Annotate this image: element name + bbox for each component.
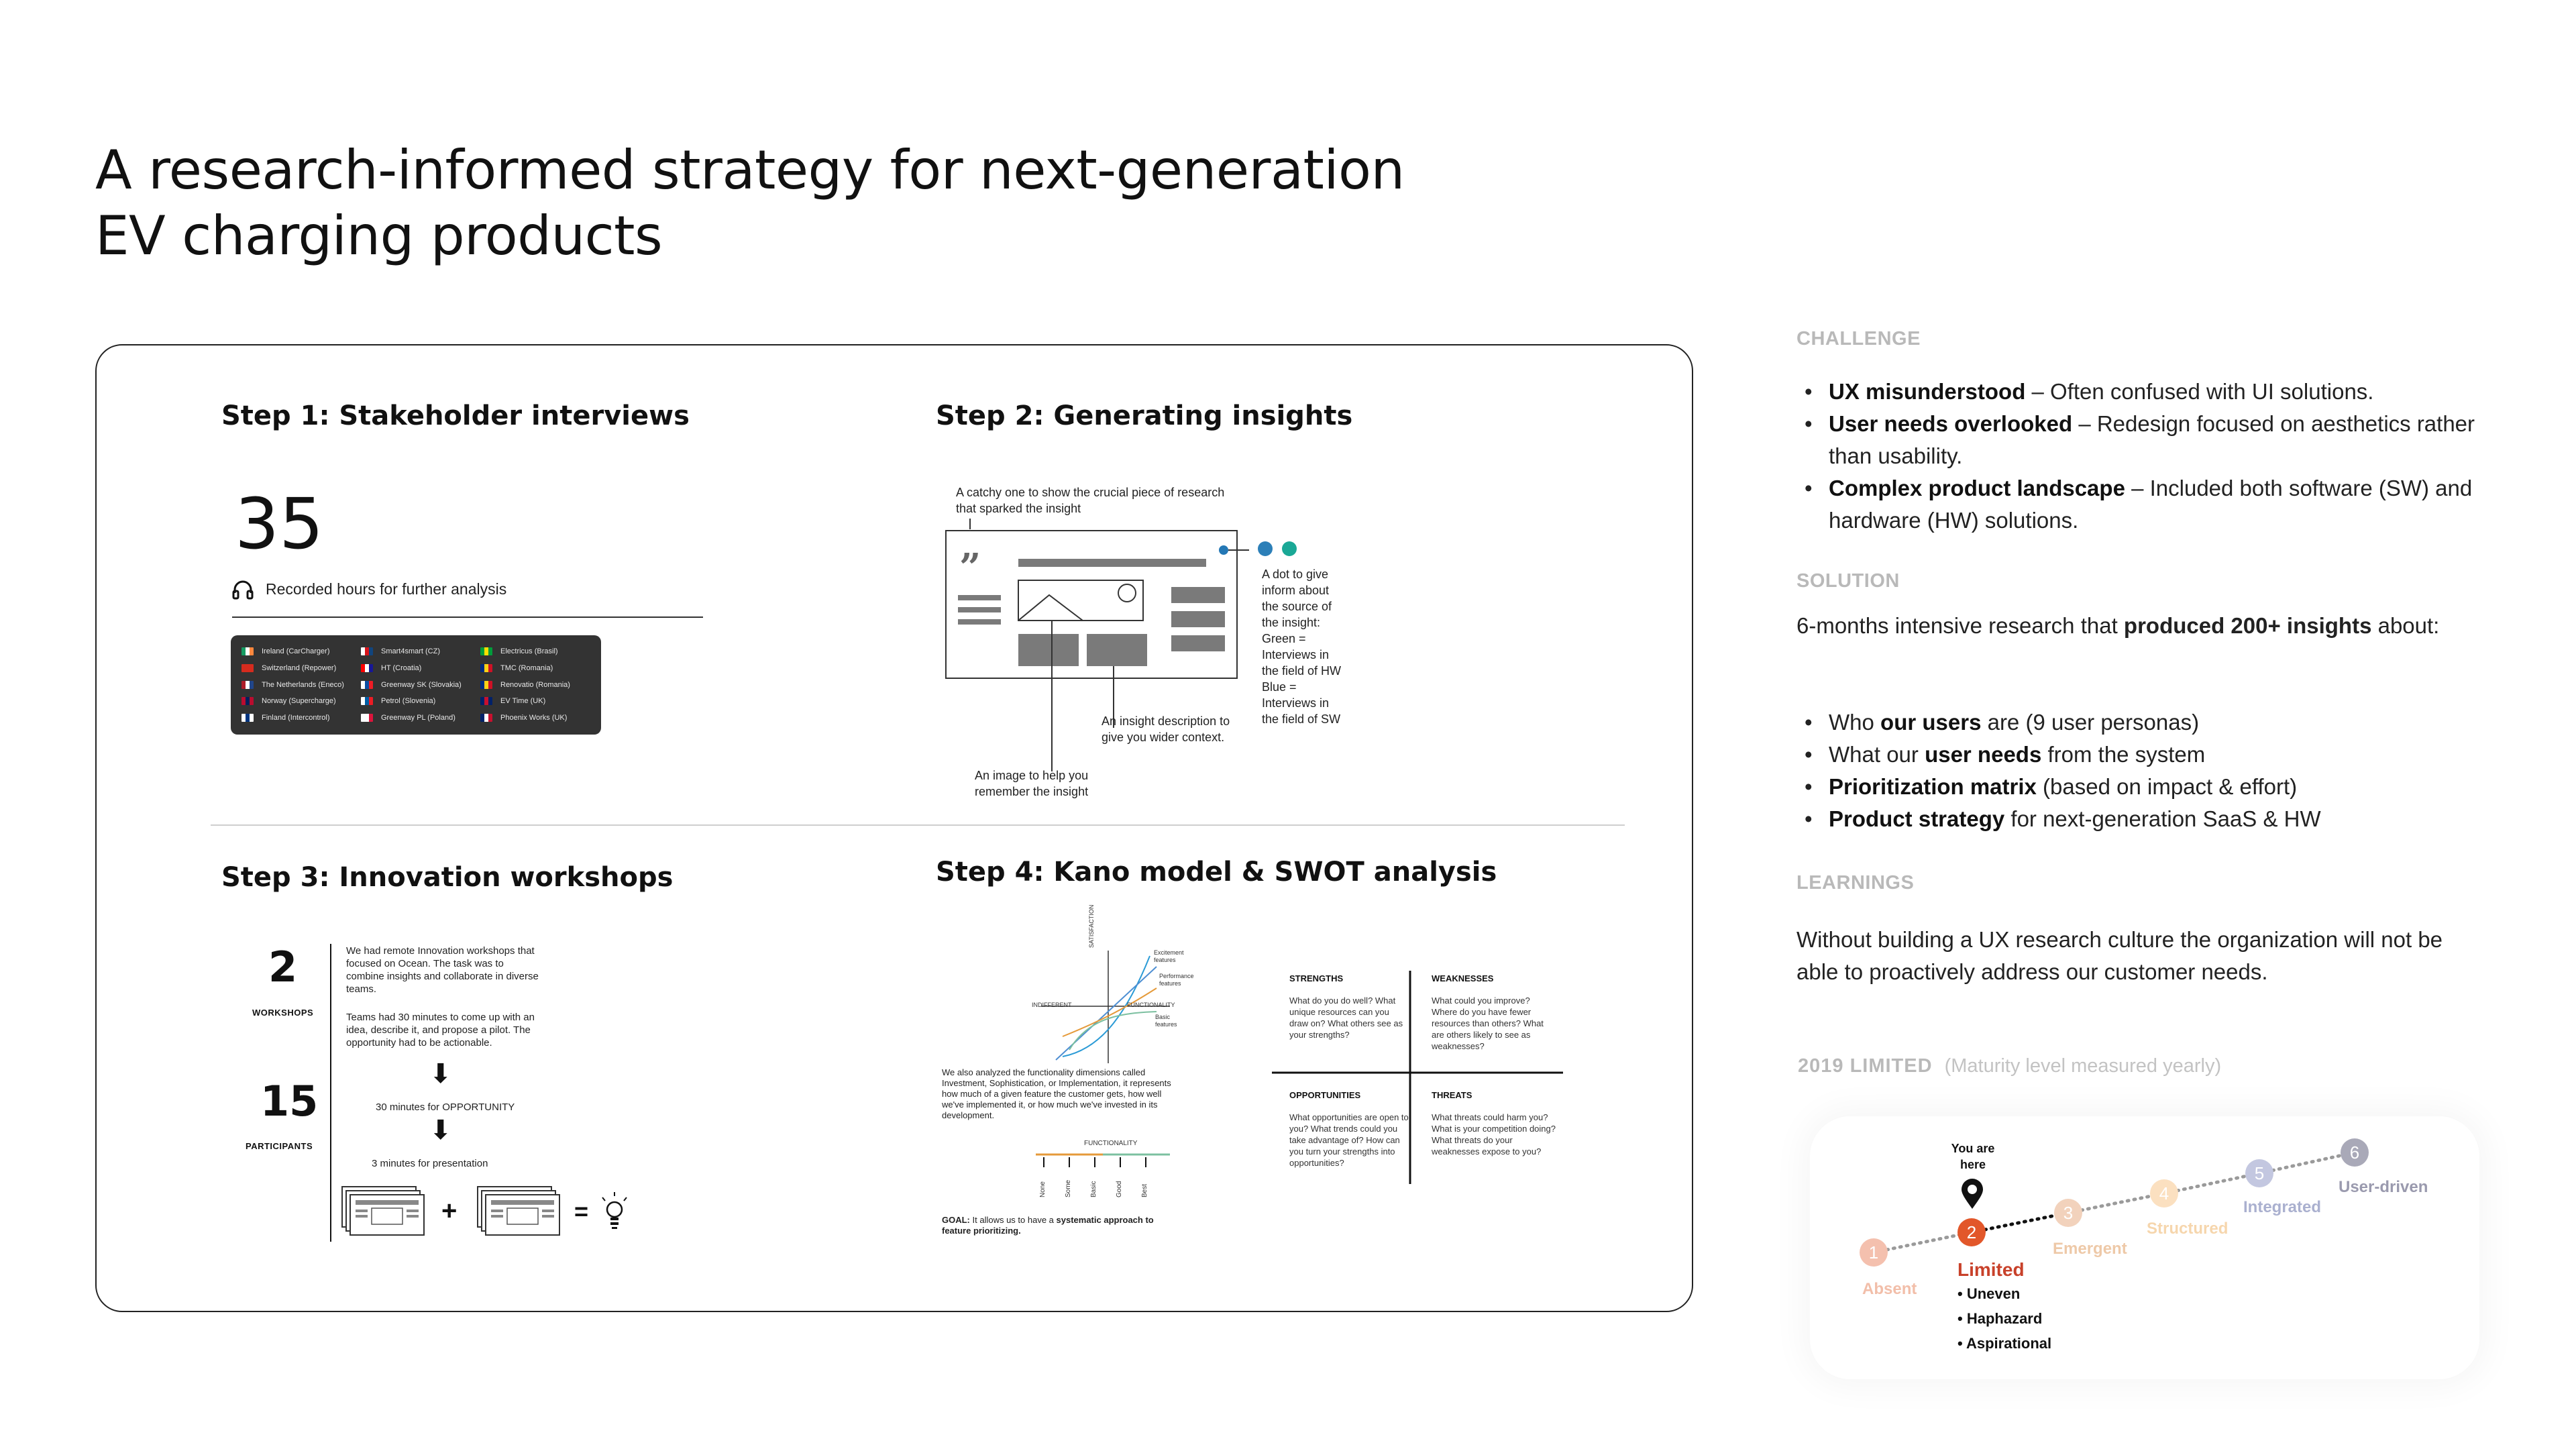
solution-item-bold: Prioritization matrix [1829,774,2037,799]
country-label: Phoenix Works (UK) [500,714,568,722]
maturity-connector [1972,1213,2068,1232]
maturity-year-level: 2019 LIMITED [1798,1055,1933,1077]
country-label: Petrol (Slovenia) [381,697,436,706]
workshop-phase2: 3 minutes for presentation [372,1158,488,1169]
kano-satisfaction-axis: SATISFACTION [1088,904,1095,948]
maturity-level-number: 1 [1868,1242,1879,1263]
learnings-text: Without building a UX research culture the organization will not be able to proactively address our customer needs. [1796,927,2443,984]
insight-caption-top: A catchy one to show the crucial piece of research that sparked the insight [956,486,1225,515]
solution-item-bold: Product strategy [1829,806,2005,831]
solution-heading: SOLUTION [1796,570,1900,592]
maturity-level-label: Limited [1957,1259,2025,1280]
kano-functionality-label: FUNCTIONALITY [1127,1002,1175,1008]
kano-scale-label: Basic [1090,1181,1097,1197]
country-label: Greenway SK (Slovakia) [381,680,462,689]
participants-label: PARTICIPANTS [246,1141,313,1151]
level-trait: • Haphazard [1957,1306,2051,1331]
maturity-connector [2259,1152,2355,1173]
kano-scale-label: None [1039,1181,1046,1197]
workshop-intro: We had remote Innovation workshops that focused on Ocean. The task was to combine insights and collaborate in diverse teams. [346,945,539,995]
step1-title: Step 1: Stakeholder interviews [221,400,690,431]
level-trait: • Aspirational [1957,1331,2051,1356]
country-label: EV Time (UK) [500,697,546,706]
kano-description: We also analyzed the functionality dimensions called Investment, Sophistication, or Implementation, it represents how much of a given feature the customer gets, how well we've implemented it, or how much we've invested in its development. [942,1067,1171,1120]
workshop-phase1: 30 minutes for OPPORTUNITY [376,1102,515,1113]
solution-intro-suffix: about: [2371,613,2440,638]
maturity-connector [2068,1193,2164,1213]
challenge-heading: CHALLENGE [1796,328,1921,350]
insight-caption-description: An insight description to give you wider context. [1102,714,1230,744]
swot-opportunities-text: What opportunities are open to you? What trends could you take advantage of? How can you turn your strengths into opportunities? [1289,1112,1409,1168]
kano-basic-label: Basic features [1155,1014,1177,1028]
hours-value: 35 [235,483,324,565]
plus-sign: + [441,1196,458,1226]
maturity-level-number: 6 [2349,1142,2360,1163]
learnings-heading: LEARNINGS [1796,872,1915,894]
svg-text:”: ” [959,545,981,590]
challenge-item-bold: Complex product landscape [1829,476,2125,500]
solution-item-bold: our users [1880,710,1982,735]
maturity-level-label: Absent [1862,1280,1917,1298]
swot-strengths-text: What do you do well? What unique resources can you draw on? What others see as your strengths? [1289,996,1403,1040]
location-pin-icon [1960,1178,1984,1210]
kano-excitement-label: Excitement features [1154,949,1184,963]
solution-item-text: for next-generation SaaS & HW [2004,806,2321,831]
country-label: Greenway PL (Poland) [381,714,455,722]
level-trait: • Uneven [1957,1281,2051,1306]
workshops-label: WORKSHOPS [252,1008,314,1018]
down-arrow-icon: ⬇ [429,1059,452,1089]
maturity-level-number: 4 [2159,1183,2169,1203]
country-label: The Netherlands (Eneco) [262,680,344,689]
challenge-item-bold: UX misunderstood [1829,379,2026,404]
page-title-line-2: EV charging products [95,205,663,267]
solution-intro-prefix: 6-months intensive research that [1796,613,2124,638]
challenge-item-bold: User needs overlooked [1829,411,2073,436]
swot-weaknesses-text: What could you improve? Where do you have fewer resources than others? What are others likely to see as weaknesses? [1432,996,1544,1051]
solution-item-text: are (9 user personas) [1981,710,2200,735]
swot-strengths-title: STRENGTHS [1289,973,1344,983]
maturity-level-number: 5 [2254,1163,2265,1183]
page-title-line-1: A research-informed strategy for next-generation [95,139,1405,201]
country-label: Electricus (Brasil) [500,647,558,655]
equals-sign: = [574,1197,589,1225]
swot-weaknesses-title: WEAKNESSES [1432,973,1494,983]
country-label: Renovatio (Romania) [500,680,570,689]
solution-item-prefix: Who [1829,710,1881,735]
solution-item-prefix: What our [1829,742,1925,767]
kano-goal-text: It allows us to have a [969,1215,1057,1225]
solution-item-bold: user needs [1925,742,2042,767]
step4-title: Step 4: Kano model & SWOT analysis [936,857,1497,888]
country-label: Ireland (CarCharger) [262,647,330,655]
challenge-item-text: – Redesign focused on aesthetics rather than usability. [1829,411,2475,468]
maturity-level-label: User-driven [2339,1178,2428,1196]
step2-title: Step 2: Generating insights [936,400,1353,431]
swot-opportunities-title: OPPORTUNITIES [1289,1090,1361,1100]
maturity-level-number: 3 [2063,1203,2074,1223]
kano-scale-label: Best [1141,1183,1148,1197]
swot-threats-text: What threats could harm you? What is your competition doing? What threats do your weaknesses expose to you? [1432,1112,1556,1157]
country-label: Smart4smart (CZ) [381,647,440,655]
solution-item-text: (based on impact & effort) [2036,774,2298,799]
maturity-connector [1874,1232,1972,1252]
insight-caption-dot: A dot to give inform about the source of the insight: Green = Interviews in the field of HW Blue = Interviews in the field of SW [1262,568,1342,726]
kano-goal-prefix: GOAL: [942,1215,970,1225]
kano-goal-bold: systematic approach to feature prioritizing. [942,1215,1154,1236]
hours-label: Recorded hours for further analysis [266,580,507,598]
swot-threats-title: THREATS [1432,1090,1472,1100]
maturity-level-label: Integrated [2243,1198,2322,1216]
maturity-level-label: Emergent [2053,1240,2127,1258]
kano-scale-label: Some [1065,1179,1072,1197]
maturity-level-number: 2 [1966,1222,1977,1242]
country-label: HT (Croatia) [381,663,422,672]
you-are-here-label: You are here [1951,1142,1995,1171]
workshop-task: Teams had 30 minutes to come up with an idea, describe it, and propose a pilot. The opportunity had to be actionable. [346,1012,535,1049]
country-label: TMC (Romania) [500,663,553,672]
solution-item-text: from the system [2041,742,2206,767]
country-label: Switzerland (Repower) [262,663,337,672]
insight-caption-image: An image to help you remember the insight [975,769,1089,798]
step3-title: Step 3: Innovation workshops [221,862,674,893]
country-label: Finland (Intercontrol) [262,714,330,722]
down-arrow-icon: ⬇ [429,1116,452,1145]
maturity-level-label: Structured [2147,1220,2229,1238]
kano-indifferent-label: INDIFFERENT [1032,1002,1072,1008]
maturity-note: (Maturity level measured yearly) [1944,1055,2222,1077]
kano-scale-title: FUNCTIONALITY [1084,1140,1138,1147]
participants-value: 15 [260,1077,319,1126]
kano-scale-label: Good [1116,1181,1123,1197]
workshops-value: 2 [268,943,298,991]
country-label: Norway (Supercharge) [262,697,336,706]
maturity-connector [2164,1173,2259,1193]
kano-performance-label: Performance features [1159,973,1194,987]
solution-intro-bold: produced 200+ insights [2123,613,2372,638]
challenge-item-text: – Included both software (SW) and hardware (HW) solutions. [1829,476,2473,533]
current-level-traits [1957,1281,2051,1356]
challenge-item-text: – Often confused with UI solutions. [2025,379,2374,404]
